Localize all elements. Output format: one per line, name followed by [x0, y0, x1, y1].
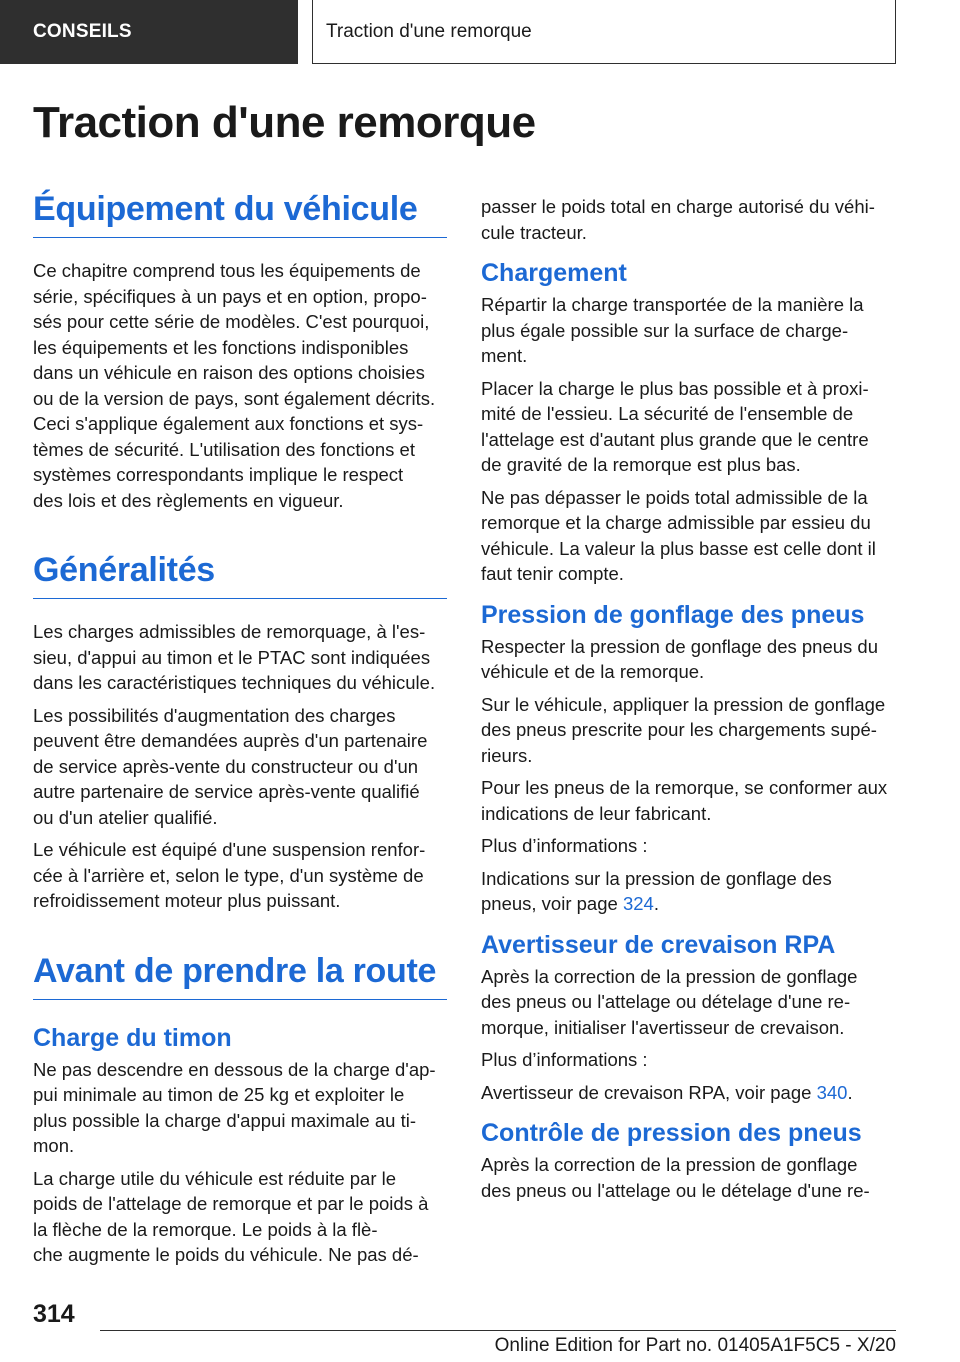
paragraph-equipement — [33, 258, 447, 513]
text-line: Répartir la charge transportée de la manière la — [481, 294, 864, 315]
text-line: dans les caractéristiques techniques du véhicule. — [33, 672, 436, 693]
heading-equipement: Équipement du véhicule — [33, 190, 447, 238]
text-line: mon. — [33, 1135, 75, 1156]
text-line: des pneus ou l'attelage ou le dételage d'une re‐ — [481, 1179, 870, 1201]
paragraph-pression-1 — [481, 634, 895, 685]
page-link-340[interactable]: 340 — [816, 1081, 848, 1103]
text-line: Ne pas descendre en dessous de la charge d'ap‐ — [33, 1058, 436, 1080]
text-line: ou d'un atelier qualifié. — [33, 806, 218, 828]
footer-divider — [100, 1330, 896, 1331]
paragraph-generalites-2 — [33, 703, 447, 831]
paragraph-generalites-3 — [33, 837, 447, 914]
text-line: poids de l'attelage de remorque et par le poids à — [33, 1193, 429, 1214]
text-line: la flèche de la remorque. Le poids à la flè‐ — [33, 1218, 378, 1240]
paragraph-chargement-3 — [481, 485, 895, 587]
text-line: autre partenaire de service après-vente qualifié — [33, 781, 420, 802]
text-line: Après la correction de la pression de gonflage — [481, 965, 858, 987]
text-line: refroidissement moteur plus puissant. — [33, 890, 341, 911]
heading-generalites: Généralités — [33, 551, 447, 599]
text-line: Ne pas dépasser le poids total admissible de la — [481, 486, 868, 508]
right-column — [481, 194, 895, 1203]
text-line: Les possibilités d'augmentation des charges — [33, 704, 396, 726]
text-line: des pneus prescrite pour les chargements supé‐ — [481, 719, 877, 740]
text-line: Placer la charge le plus bas possible et à proxi‐ — [481, 377, 869, 399]
text-line: Les charges admissibles de remorquage, à l'es‐ — [33, 621, 426, 642]
subheading-chargement: Chargement — [481, 259, 627, 287]
paragraph-pression-ref — [481, 866, 895, 917]
section-tab — [0, 0, 298, 64]
text-line: Ceci s'applique également aux fonctions et sys‐ — [33, 413, 424, 434]
text-line: mité de l'essieu. La sécurité de l'ensemble de — [481, 403, 854, 424]
text-line: des lois et des règlements en vigueur. — [33, 489, 344, 511]
text-line: Après la correction de la pression de gonflage — [481, 1154, 858, 1175]
text-line: de gravité de la remorque est plus bas. — [481, 454, 801, 475]
text-line: faut tenir compte. — [481, 563, 624, 584]
text-line — [481, 891, 895, 917]
edition-note: Online Edition for Part no. 01405A1F5C5 - X/20 — [494, 1335, 896, 1356]
text-line: cée à l'arrière et, selon le type, d'un système de — [33, 864, 424, 886]
subheading-rpa: Avertisseur de crevaison RPA — [481, 930, 836, 959]
subheading-charge-timon: Charge du timon — [33, 1023, 232, 1052]
text-line: che augmente le poids du véhicule. Ne pas dé‐ — [33, 1244, 419, 1265]
page-title: Traction d'une remorque — [33, 98, 536, 147]
text-line: véhicule et de la remorque. — [481, 661, 705, 682]
more-info-label: Plus d’informations : — [481, 1049, 648, 1070]
text-line — [481, 1080, 895, 1106]
text-line: ment. — [481, 345, 528, 366]
paragraph-chargement-2 — [481, 376, 895, 478]
ref-suffix: . — [653, 893, 659, 914]
subheading-controle: Contrôle de pression des pneus — [481, 1119, 862, 1147]
text-line: Le véhicule est équipé d'une suspension renfor‐ — [33, 839, 426, 860]
text-line: série, spécifiques à un pays et en option, propo‐ — [33, 285, 427, 307]
text-line: pui minimale au timon de 25 kg et exploiter le — [33, 1084, 405, 1105]
text-line: Sur le véhicule, appliquer la pression de gonflage — [481, 693, 886, 715]
text-line: cule tracteur. — [481, 221, 587, 243]
section-label: CONSEILS — [33, 21, 132, 42]
ref-suffix: . — [847, 1081, 853, 1103]
text-line: les équipements et les fonctions indisponibles — [33, 336, 409, 358]
ref-prefix: Avertisseur de crevaison RPA, voir page — [481, 1081, 817, 1103]
text-line: peuvent être demandées auprès d'un partenaire — [33, 730, 428, 751]
text-line: dans un véhicule en raison des options choisies — [33, 362, 425, 383]
text-line: Pour les pneus de la remorque, se conformer aux — [481, 777, 888, 798]
paragraph-charge-timon-1 — [33, 1057, 447, 1159]
heading-avant-route: Avant de prendre la route — [33, 952, 447, 1000]
ref-prefix: pneus, voir page — [481, 893, 623, 914]
text-line: La charge utile du véhicule est réduite par le — [33, 1167, 397, 1189]
text-line: Ce chapitre comprend tous les équipements de — [33, 260, 421, 281]
paragraph-continuation — [481, 194, 895, 245]
text-line: passer le poids total en charge autorisé du véhi‐ — [481, 196, 875, 217]
text-line: véhicule. La valeur la plus basse est celle dont il — [481, 537, 876, 559]
chapter-header — [312, 0, 896, 64]
text-line: des pneus ou l'attelage ou dételage d'une re‐ — [481, 991, 851, 1012]
page-number: 314 — [33, 1300, 75, 1328]
page-link-324[interactable]: 324 — [622, 893, 654, 914]
text-line: ou de la version de pays, sont également décrits. — [33, 387, 436, 409]
paragraph-rpa-ref — [481, 1080, 895, 1106]
subheading-pression: Pression de gonflage des pneus — [481, 600, 865, 629]
left-column — [33, 190, 447, 1268]
text-line: l'attelage est d'autant plus grande que le centre — [481, 428, 869, 450]
paragraph-rpa-1 — [481, 964, 895, 1041]
paragraph-charge-timon-2 — [33, 1166, 447, 1268]
paragraph-pression-2 — [481, 692, 895, 769]
text-line: Indications sur la pression de gonflage des — [481, 867, 832, 889]
text-line: morque, initialiser l'avertisseur de crevaison. — [481, 1016, 845, 1038]
text-line: indications de leur fabricant. — [481, 802, 712, 824]
text-line: rieurs. — [481, 744, 533, 766]
text-line: sieu, d'appui au timon et le PTAC sont indiquées — [33, 646, 431, 668]
text-line: remorque et la charge admissible par essieu du — [481, 512, 871, 533]
paragraph-generalites-1 — [33, 619, 447, 696]
text-line: de service après-vente du constructeur ou d'un — [33, 755, 419, 777]
paragraph-chargement-1 — [481, 292, 895, 369]
paragraph-controle-1 — [481, 1152, 895, 1203]
text-line: sés pour cette série de modèles. C'est pourquoi, — [33, 311, 430, 332]
paragraph-pression-3 — [481, 775, 895, 826]
text-line: Respecter la pression de gonflage des pneus du — [481, 635, 878, 657]
text-line: tèmes de sécurité. L'utilisation des fonctions et — [33, 438, 415, 460]
chapter-title: Traction d'une remorque — [326, 20, 532, 42]
text-line: plus possible la charge d'appui maximale au ti‐ — [33, 1109, 416, 1131]
text-line: plus égale possible sur la surface de charge‐ — [481, 319, 849, 341]
more-info-label: Plus d’informations : — [481, 835, 648, 856]
text-line: systèmes correspondants implique le respect — [33, 464, 404, 485]
